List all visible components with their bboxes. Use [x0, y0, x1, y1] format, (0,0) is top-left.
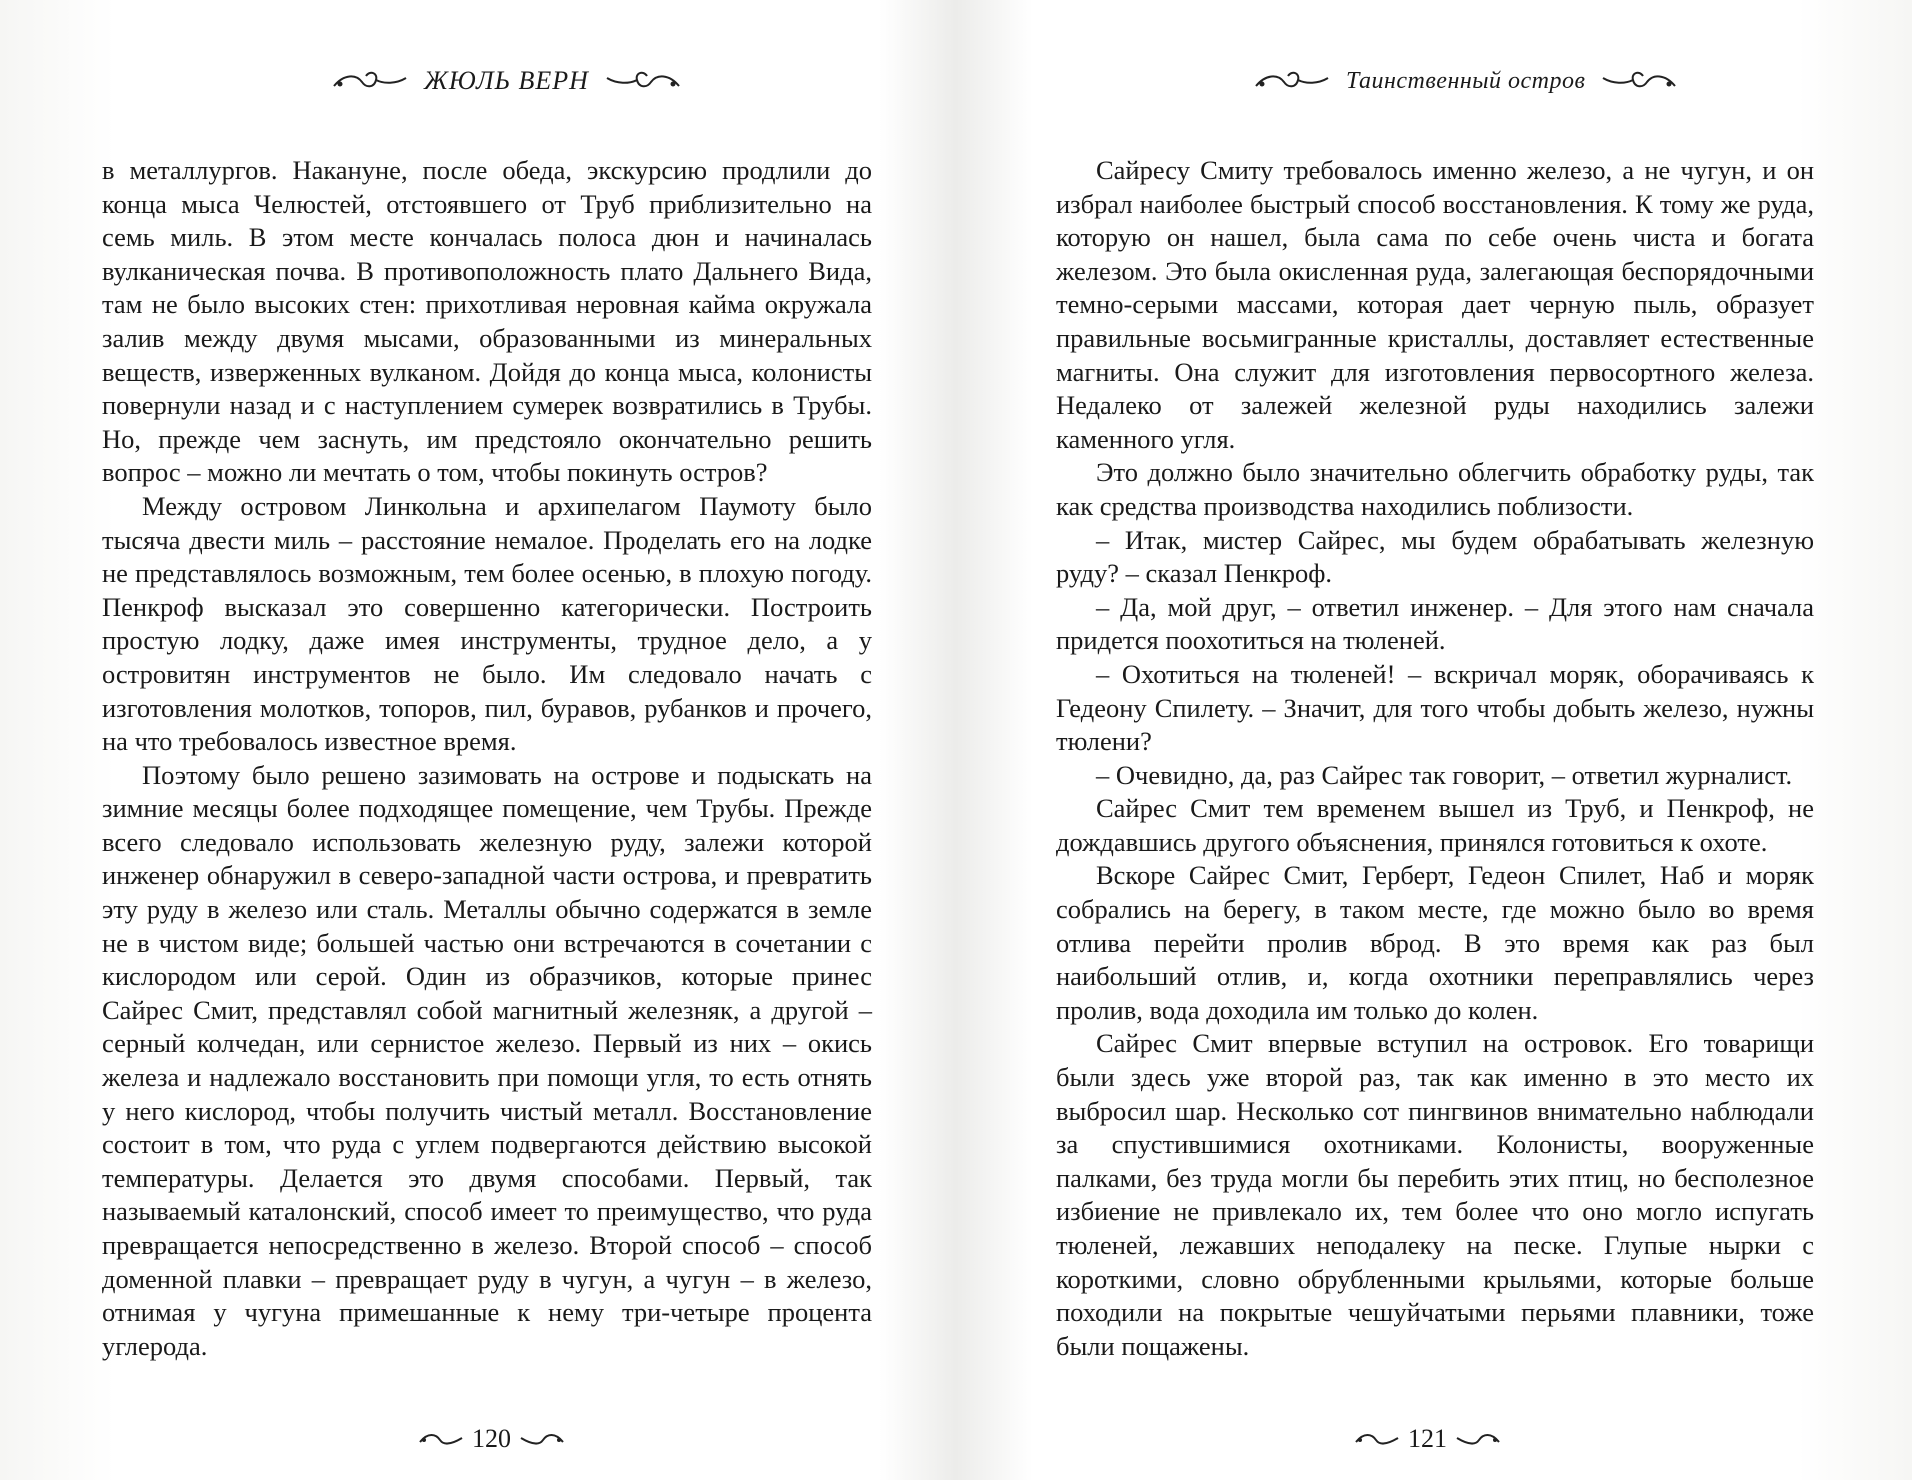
left-page-body	[102, 154, 872, 1363]
flourish-right-icon	[1599, 64, 1679, 98]
footer-flourish-right-icon	[1455, 1428, 1501, 1450]
left-page-number: 120	[472, 1424, 511, 1453]
right-header-title: Таинственный остров	[1346, 67, 1586, 94]
right-page	[956, 0, 1912, 1480]
right-running-header	[1252, 64, 1679, 98]
dialogue-line: – Итак, мистер Сайрес, мы будем обрабатывать железную руду? – сказал Пенкроф.	[1056, 524, 1814, 589]
footer-flourish-left-icon	[1354, 1428, 1400, 1450]
paragraph: в металлургов. Накануне, после обеда, экскурсию продлили до конца мыса Челюстей, отстоявшего от Труб приблизительно на семь миль. В этом месте кончалась полоса дюн и начиналась вулканическая почва. В противоположность плато Дальнего Вида, там не было высоких стен: прихотливая неровная кайма окружала залив между двумя мысами, образованными из минеральных веществ, изверженных вулканом. Дойдя до конца мыса, колонисты повернули назад и с наступлением сумерек возвратились в Трубы. Но, прежде чем заснуть, им предстояло окончательно решить вопрос – можно ли мечтать о том, чтобы покинуть остров?	[102, 155, 872, 488]
paragraph: Поэтому было решено зазимовать на острове и подыскать на зимние месяцы более подходящее помещение, чем Трубы. Прежде всего следовало использовать железную руду, залежи которой инженер обнаружил в северо-западной части острова, и превратить эту руду в железо или сталь. Металлы обычно содержатся в земле не в чистом виде; большей частью они встречаются в сочетании с кислородом или серой. Один из образчиков, которые принес Сайрес Смит, представлял собой магнитный железняк, а другой – серный колчедан, или сернистое железо. Первый из них – окись железа и надлежало восстановить при помощи угля, то есть отнять у него кислород, чтобы получить чистый металл. Восстановление состоит в том, что руда с углем подвергаются действию высокой температуры. Делается это двумя способами. Первый, так называемый каталонский, способ имеет то преимущество, что руда превращается непосредственно в железо. Второй способ – способ доменной плавки – превращает руду в чугун, а чугун – в железо, отнимая у чугуна примешанные к нему три-четыре процента углерода.	[102, 759, 872, 1361]
right-page-body	[1056, 154, 1814, 1363]
paragraph: Между островом Линкольна и архипелагом Паумоту было тысяча двести миль – расстояние немалое. Проделать его на лодке не представлялось возможным, тем более осенью, в плохую погоду. Пенкроф высказал это совершенно категорически. Построить простую лодку, даже имея инструменты, трудное дело, а у островитян инструментов не было. Им следовало начать с изготовления молотков, топоров, пил, буравов, рубанков и прочего, на что требовалось известное время.	[102, 490, 872, 757]
left-header-title: ЖЮЛЬ ВЕРН	[424, 66, 589, 95]
paragraph: Сайресу Смиту требовалось именно железо, а не чугун, и он избрал наиболее быстрый способ восстановления. К тому же руда, которую он нашел, была сама по себе очень чиста и богата железом. Это была окисленная руда, залегающая беспорядочными темно-серыми массами, которая дает черную пыль, образует правильные восьмигранные кристаллы, доставляет естественные магниты. Она служит для изготовления первосортного железа. Недалеко от залежей железной руды находились залежи каменного угля.	[1056, 155, 1814, 454]
flourish-left-icon	[330, 64, 410, 98]
footer-flourish-left-icon	[418, 1428, 464, 1450]
flourish-right-icon	[603, 64, 683, 98]
paragraph: Сайрес Смит впервые вступил на островок. Его товарищи были здесь уже второй раз, так как именно в это место их выбросил шар. Несколько сот пингвинов внимательно наблюдали за спустившимися охотниками. Колонисты, вооруженные палками, без труда могли бы перебить этих птиц, но бесполезное избиение не привлекало их, тем более что оно могло испугать тюленей, лежавших неподалеку на песке. Глупые нырки с короткими, словно обрубленными крыльями, которые больше походили на покрытые чешуйчатыми перьями плавники, тоже были пощажены.	[1056, 1028, 1814, 1361]
left-page-footer	[418, 1424, 565, 1454]
dialogue-line: – Да, мой друг, – ответил инженер. – Для этого нам сначала придется поохотиться на тюленей.	[1056, 591, 1814, 656]
paragraph: Сайрес Смит тем временем вышел из Труб, и Пенкроф, не дождавшись другого объяснения, принялся готовиться к охоте.	[1056, 793, 1814, 857]
flourish-left-icon	[1252, 64, 1332, 98]
dialogue-line: – Очевидно, да, раз Сайрес так говорит, – ответил журналист.	[1096, 759, 1793, 790]
paragraph: Вскоре Сайрес Смит, Герберт, Гедеон Спилет, Наб и моряк собрались на берегу, в таком месте, где можно было во время отлива перейти пролив вброд. В это время как раз был наибольший отлив, и, когда охотники переправлялись через пролив, вода доходила им только до колен.	[1056, 860, 1814, 1025]
footer-flourish-right-icon	[519, 1428, 565, 1450]
right-page-footer	[1354, 1424, 1501, 1454]
paragraph: Это должно было значительно облегчить обработку руды, так как средства производства находились поблизости.	[1056, 457, 1814, 521]
dialogue-line: – Охотиться на тюленей! – вскричал моряк, оборачиваясь к Гедеону Спилету. – Значит, для того чтобы добыть железо, нужны тюлени?	[1056, 658, 1814, 757]
right-page-number: 121	[1408, 1424, 1447, 1453]
left-running-header	[330, 64, 683, 98]
